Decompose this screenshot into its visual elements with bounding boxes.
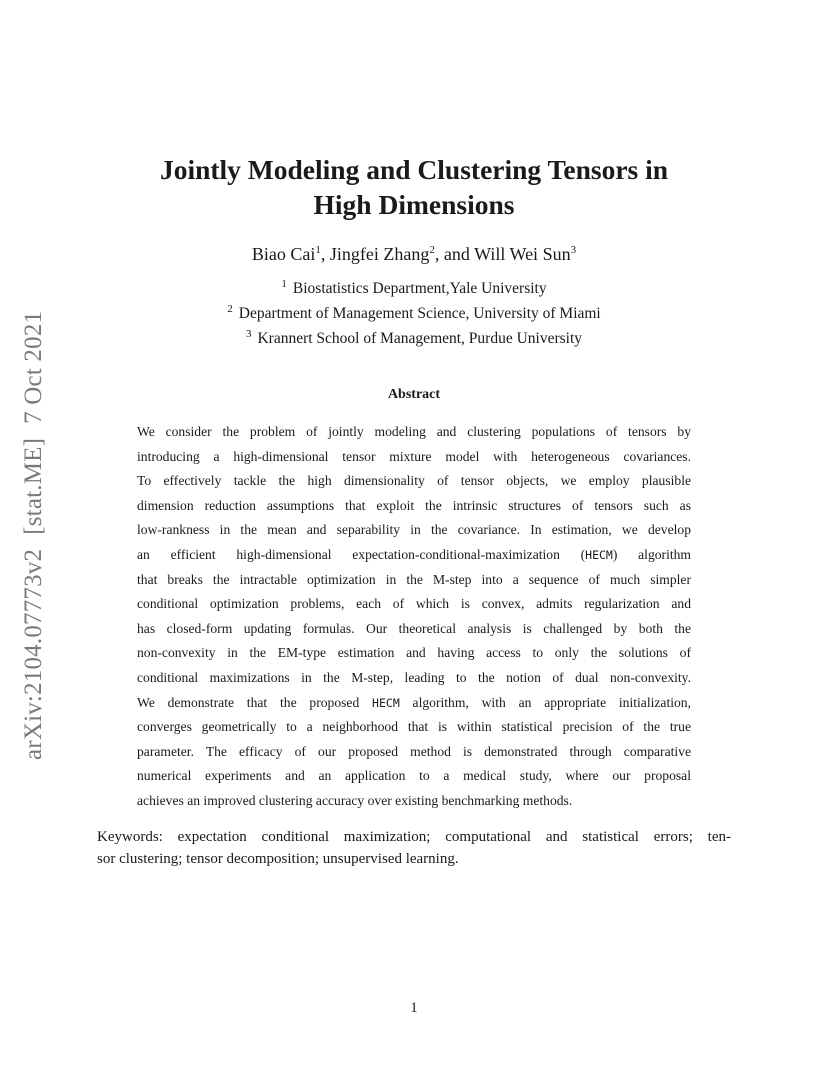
page-number: 1 <box>410 1000 418 1016</box>
keywords-line: sor clustering; tensor decomposition; unsupervised learning. <box>97 851 459 867</box>
author-name: Biao Cai <box>251 244 316 264</box>
abstract-line: has closed-form updating formulas. Our theoretical analysis is challenged by both the <box>137 620 691 636</box>
author-affiliation-mark: 1 <box>315 244 321 256</box>
author-separator: , and <box>434 244 475 264</box>
abstract-line <box>137 543 691 568</box>
abstract-line: conditional maximizations in the M-step, leading to the notion of dual non-convexity. <box>137 669 691 685</box>
affiliation <box>0 301 828 326</box>
abstract-line: conditional optimization problems, each of which is convex, admits regularization and <box>137 596 691 612</box>
arxiv-id: arXiv:2104.07773v2 <box>20 548 47 760</box>
paper-title <box>80 152 748 222</box>
abstract-text: algorithm, with an appropriate initialization, <box>399 694 692 710</box>
title-line-1: Jointly Modeling and Clustering Tensors in <box>159 154 669 185</box>
arxiv-identifier-stamp <box>20 280 48 760</box>
arxiv-category: [stat.ME] <box>20 437 47 535</box>
abstract-line: achieves an improved clustering accuracy over existing benchmarking methods. <box>137 792 573 808</box>
title-line-2: High Dimensions <box>313 189 515 220</box>
abstract-line: dimension reduction assumptions that exploit the intrinsic structures of tensors such as <box>137 497 691 513</box>
author-name: Jingfei Zhang <box>329 244 430 264</box>
author-affiliation-mark: 2 <box>429 244 435 256</box>
abstract-line: numerical experiments and an application to a medical study, where our proposal <box>137 768 691 784</box>
abstract-line: We consider the problem of jointly modeling and clustering populations of tensors by <box>137 424 691 439</box>
abstract-line: converges geometrically to a neighborhood that is within statistical precision of the true <box>137 719 691 735</box>
abstract-heading: Abstract <box>387 387 441 402</box>
affiliation <box>0 326 828 351</box>
abstract-line: that breaks the intractable optimization in the M-step into a sequence of much simpler <box>137 571 691 587</box>
abstract-body <box>137 420 691 814</box>
affiliation-list <box>0 276 828 351</box>
abstract-text: We demonstrate that the proposed <box>137 694 373 710</box>
affiliation-mark: 1 <box>281 278 287 290</box>
abstract-line <box>137 691 691 716</box>
affiliation-text: Biostatistics Department,Yale University <box>292 280 547 297</box>
abstract-text: an efficient high-dimensional expectation-conditional-maximization ( <box>137 546 586 562</box>
affiliation-text: Krannert School of Management, Purdue University <box>257 330 583 347</box>
author-list <box>0 242 828 266</box>
abstract-line: introducing a high-dimensional tensor mixture model with heterogeneous covariances. <box>137 448 691 464</box>
affiliation <box>0 276 828 301</box>
author-affiliation-mark: 3 <box>570 244 577 256</box>
abstract-text: ) algorithm <box>612 546 691 562</box>
keywords <box>97 826 731 870</box>
abstract-line: low-rankness in the mean and separability in the covariance. In estimation, we develop <box>137 522 691 538</box>
keywords-line: Keywords: expectation conditional maximization; computational and statistical errors; ten- <box>97 829 731 845</box>
abstract-line: parameter. The efficacy of our proposed method is demonstrated through comparative <box>137 743 691 759</box>
algorithm-name: HECM <box>585 547 613 562</box>
abstract-line: non-convexity in the EM-type estimation and having access to only the solutions of <box>137 645 691 661</box>
algorithm-name: HECM <box>372 695 400 710</box>
arxiv-date: 7 Oct 2021 <box>20 310 47 424</box>
author-separator: , <box>320 244 330 264</box>
affiliation-text: Department of Management Science, University of Miami <box>238 305 601 322</box>
affiliation-mark: 2 <box>227 303 233 315</box>
abstract-line: To effectively tackle the high dimensionality of tensor objects, we employ plausible <box>137 473 691 489</box>
affiliation-mark: 3 <box>245 328 252 340</box>
author-name: Will Wei Sun <box>474 244 571 264</box>
